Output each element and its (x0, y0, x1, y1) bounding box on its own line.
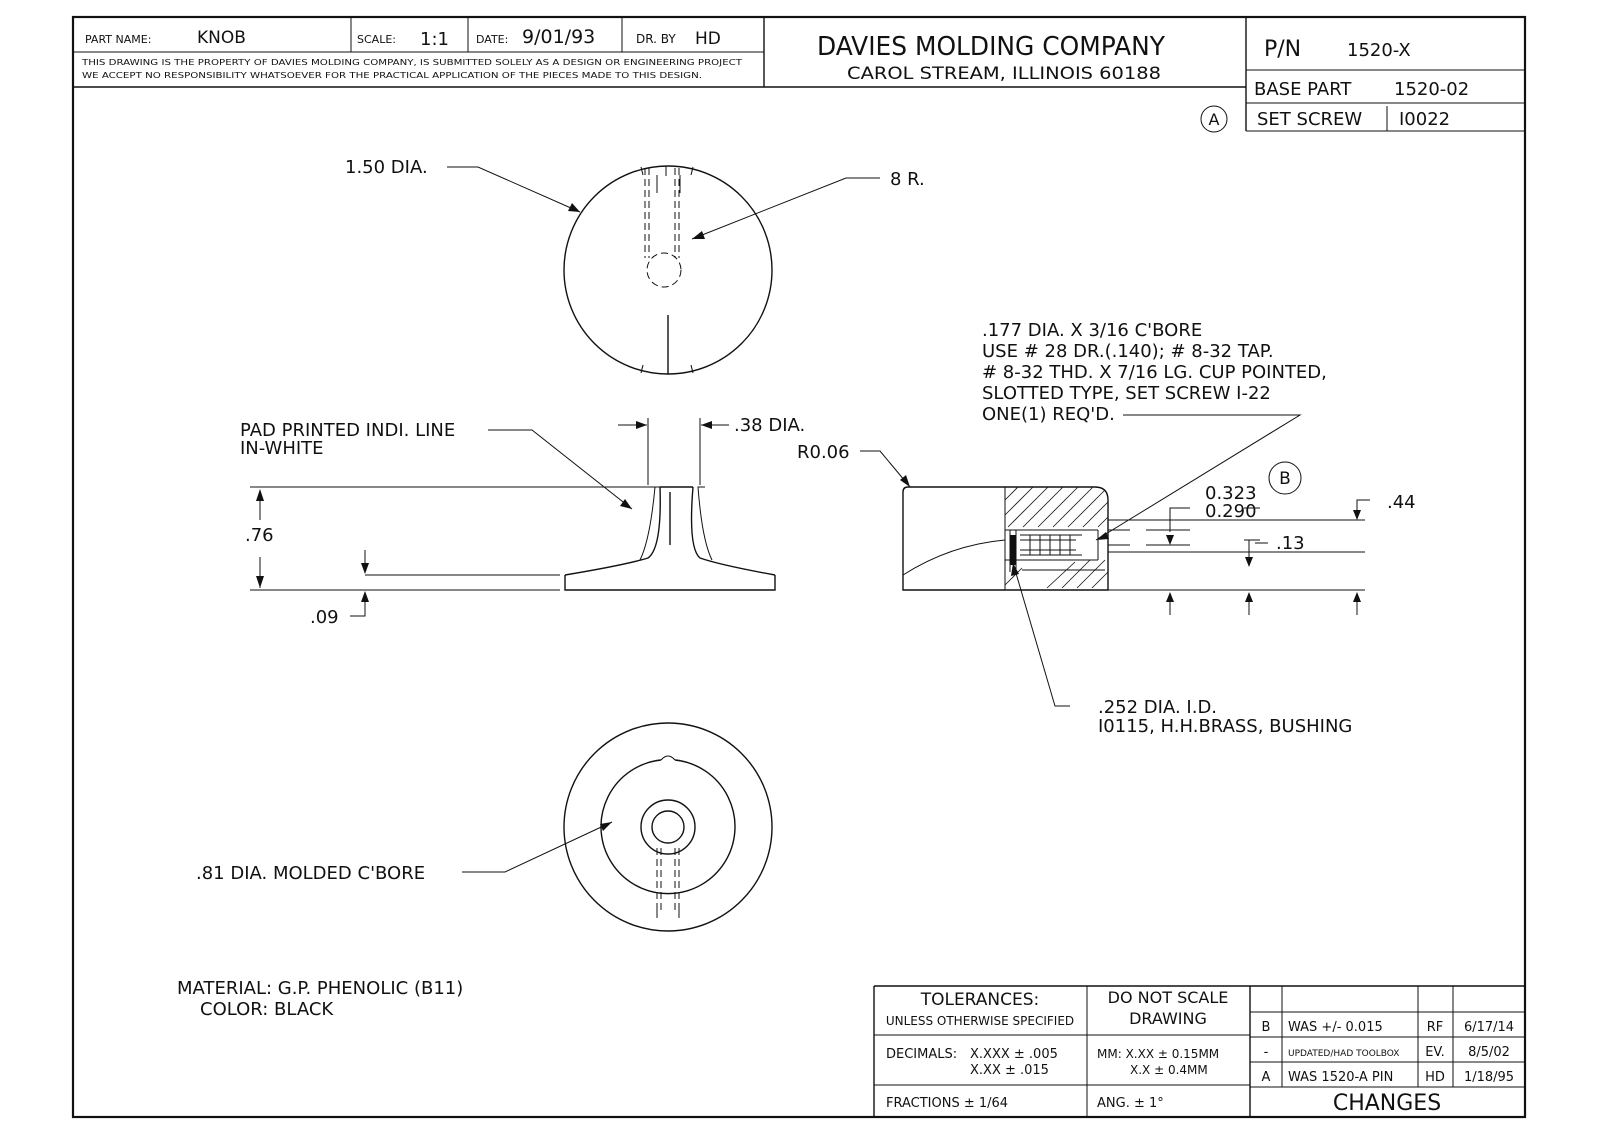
fractions: FRACTIONS ± 1/64 (886, 1096, 1009, 1111)
mm-2: X.X ± 0.4MM (1130, 1063, 1208, 1077)
changes-title: CHANGES (1332, 1091, 1442, 1116)
change-rev: A (1261, 1070, 1271, 1085)
change-date: 6/17/14 (1463, 1020, 1515, 1035)
note-line-5: ONE(1) REQ'D. (982, 404, 1115, 425)
tolerances-title: TOLERANCES: (920, 990, 1040, 1010)
title-block (73, 17, 1525, 132)
drawing-border (73, 17, 1525, 1117)
color-note: COLOR: BLACK (200, 999, 334, 1020)
change-date: 8/5/02 (1468, 1045, 1510, 1060)
drawn-by-label: DR. BY (636, 32, 676, 46)
leader-8-r (692, 178, 880, 239)
rev-marker-b: B (1279, 469, 1291, 489)
label-pad-line-1: PAD PRINTED INDI. LINE (240, 420, 456, 441)
change-desc: UPDATED/HAD TOOLBOX (1288, 1049, 1400, 1059)
company-address: CAROL STREAM, ILLINOIS 60188 (847, 64, 1161, 84)
leader-bushing (1013, 563, 1070, 706)
top-view (564, 166, 772, 374)
change-by: RF (1426, 1020, 1444, 1035)
label-38-dia: .38 DIA. (734, 415, 806, 436)
leader-pad-printed (488, 430, 632, 509)
scale-label: SCALE: (357, 33, 396, 46)
change-rev: - (1263, 1045, 1269, 1060)
drawn-by-value: HD (695, 29, 721, 49)
base-part-value: 1520-02 (1394, 79, 1470, 100)
label-0-323: 0.323 (1205, 483, 1257, 504)
change-date: 1/18/95 (1463, 1070, 1515, 1085)
label-bushing-1: .252 DIA. I.D. (1098, 697, 1218, 718)
label-44: .44 (1387, 492, 1416, 513)
label-76: .76 (245, 525, 274, 546)
note-line-2: USE # 28 DR.(.140); # 8-32 TAP. (982, 341, 1274, 362)
notice-line-2: WE ACCEPT NO RESPONSIBILITY WHATSOEVER FOR THE PRACTICAL APPLICATION OF THE PIECES MADE TO THIS DESIGN. (82, 71, 702, 80)
label-09: .09 (310, 607, 339, 628)
company-name: DAVIES MOLDING COMPANY (817, 32, 1166, 62)
change-by: HD (1425, 1070, 1445, 1085)
label-13: .13 (1276, 533, 1305, 554)
date-value: 9/01/93 (522, 26, 596, 48)
set-screw-label: SET SCREW (1257, 109, 1363, 130)
label-bushing-2: I0115, H.H.BRASS, BUSHING (1098, 716, 1353, 737)
bottom-view (564, 723, 772, 931)
tolerances-subtitle: UNLESS OTHERWISE SPECIFIED (885, 1014, 1075, 1028)
date-label: DATE: (476, 33, 509, 46)
set-screw-value: I0022 (1399, 109, 1451, 130)
notice-line-1: THIS DRAWING IS THE PROPERTY OF DAVIES MOLDING COMPANY, IS SUBMITTED SOLELY AS A DESIGN OR ENGINEERING PROJECT (80, 58, 743, 67)
note-line-4: SLOTTED TYPE, SET SCREW I-22 (982, 383, 1271, 404)
decimals-label: DECIMALS: (886, 1047, 958, 1062)
decimals-2: X.XX ± .015 (970, 1063, 1049, 1078)
material-note: MATERIAL: G.P. PHENOLIC (B11) (177, 978, 464, 999)
label-8-r: 8 R. (890, 169, 925, 190)
label-81-dia: .81 DIA. MOLDED C'BORE (196, 863, 426, 884)
change-rev: B (1261, 1020, 1271, 1035)
note-line-1: .177 DIA. X 3/16 C'BORE (982, 320, 1203, 341)
part-name-label: PART NAME: (85, 33, 152, 46)
angles: ANG. ± 1° (1097, 1096, 1164, 1111)
no-scale-2: DRAWING (1129, 1009, 1207, 1028)
side-view (250, 418, 775, 616)
base-part-label: BASE PART (1254, 79, 1352, 100)
change-desc: WAS 1520-A PIN (1288, 1070, 1394, 1085)
label-0-290: 0.290 (1205, 501, 1257, 522)
decimals-1: X.XXX ± .005 (970, 1047, 1058, 1062)
label-1-50-dia: 1.50 DIA. (345, 157, 428, 178)
part-name: KNOB (197, 28, 246, 48)
pn-value: 1520-X (1347, 40, 1411, 61)
change-desc: WAS +/- 0.015 (1288, 1020, 1383, 1035)
label-pad-line-2: IN-WHITE (240, 438, 324, 459)
pn-label: P/N (1264, 37, 1302, 62)
label-r006: R0.06 (797, 442, 850, 463)
mm-1: MM: X.XX ± 0.15MM (1097, 1047, 1220, 1061)
no-scale-1: DO NOT SCALE (1107, 988, 1229, 1007)
change-by: EV. (1425, 1045, 1445, 1060)
leader-81-dia (462, 822, 612, 872)
scale-value: 1:1 (420, 29, 449, 50)
rev-marker-a: A (1208, 110, 1220, 129)
note-line-3: # 8-32 THD. X 7/16 LG. CUP POINTED, (982, 362, 1327, 383)
leader-1-50-dia (447, 167, 580, 212)
